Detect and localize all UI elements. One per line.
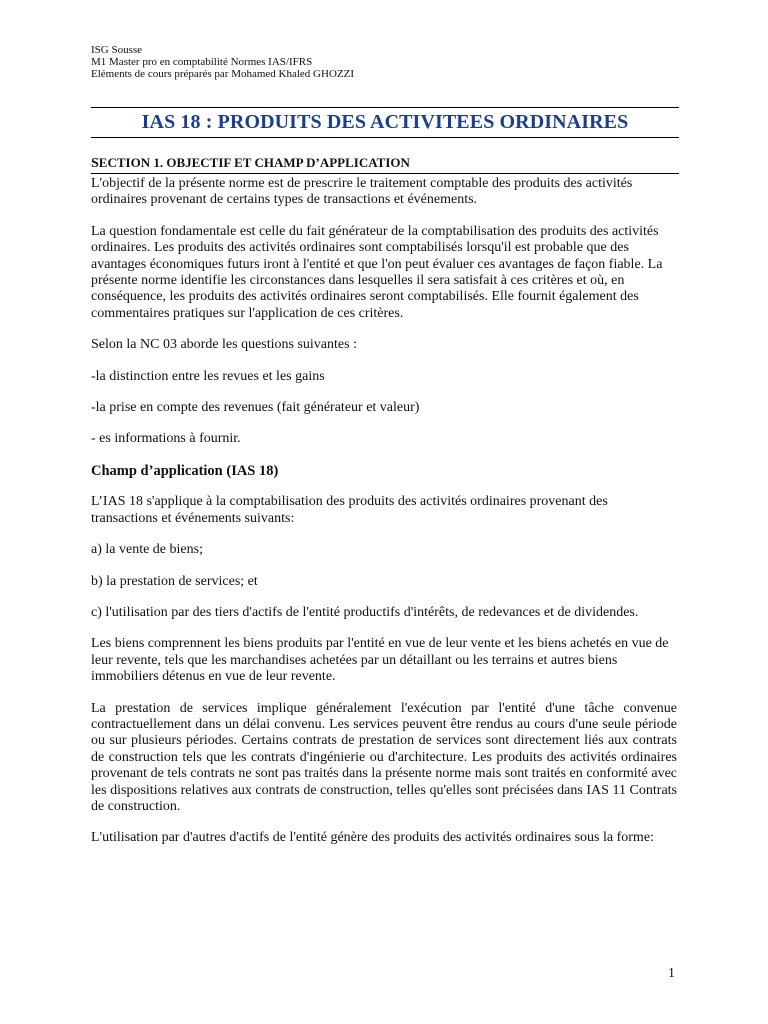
paragraph-nc03-intro: Selon la NC 03 aborde les questions suivantes :	[91, 337, 357, 353]
list-item-b: b) la prestation de services; et	[91, 573, 258, 589]
title-box	[91, 107, 679, 138]
paragraph-services: La prestation de services implique généralement l'exécution par l'entité d'une tâche convenue contractuellement dans un délai convenu. Les services peuvent être rendus au cours d'une seule période ou sur plusieurs périodes. Certains contrats de prestation de services sont directement liés aux contrats de construction tels que les contrats d'ingénierie ou d'architecture. Les produits des activités ordinaires provenant de tels contrats ne sont pas traités dans la présente norme mais sont traités en conformité avec les dispositions relatives aux contrats de construction, telles qu'elles sont précisées dans IAS 11 Contrats de construction.	[91, 700, 677, 814]
paragraph-objective: L'objectif de la présente norme est de prescrire le traitement comptable des produits des activités ordinaires provenant de certains types de transactions et événements.	[91, 176, 633, 208]
page-header	[91, 44, 354, 80]
paragraph-scope-intro: L’IAS 18 s'applique à la comptabilisation des produits des activités ordinaires provenant des transactions et événements suivants:	[91, 494, 608, 526]
header-author: Eléments de cours préparés par Mohamed Khaled GHOZZI	[91, 68, 354, 80]
subheading-scope: Champ d’application (IAS 18)	[91, 462, 279, 479]
list-item-distinction: -la distinction entre les revues et les gains	[91, 368, 325, 384]
list-item-a: a) la vente de biens;	[91, 542, 203, 558]
section-heading	[91, 154, 679, 174]
document-body	[91, 176, 677, 862]
page-title: IAS 18 : PRODUITS DES ACTIVITEES ORDINAIRES	[141, 111, 629, 133]
section-prefix-initial: S	[91, 156, 99, 171]
section-prefix-rest: ECTION 1.	[98, 155, 164, 170]
list-item-c: c) l'utilisation par des tiers d'actifs de l'entité productifs d'intérêts, de redevances et de dividendes.	[91, 604, 639, 620]
paragraph-goods: Les biens comprennent les biens produits par l'entité en vue de leur vente et les biens achetés en vue de leur revente, tels que les marchandises achetées par un détaillant ou les terrains et autres biens immobiliers détenus en vue de leur revente.	[91, 636, 669, 685]
list-item-disclosures: - es informations à fournir.	[91, 431, 241, 447]
header-institution: ISG Sousse	[91, 44, 143, 56]
paragraph-fundamental-question: La question fondamentale est celle du fait générateur de la comptabilisation des produits des activités ordinaires. Les produits des activités ordinaires sont comptabilisés lorsqu'il est probable que des avantages économiques futurs iront à l'entité et que l'on peut évaluer ces avantages de façon fiable. La présente norme identifie les circonstances dans lesquelles il sera satisfait à ces critères et où, en conséquence, les produits des activités ordinaires seront comptabilisés. Elle fournit également des commentaires pratiques sur l'application de ces critères.	[91, 223, 663, 321]
paragraph-use-of-assets: L'utilisation par d'autres d'actifs de l'entité génère des produits des activités ordinaires sous la forme:	[91, 830, 654, 846]
page-number: 1	[668, 966, 675, 981]
header-program: M1 Master pro en comptabilité Normes IAS/IFRS	[91, 56, 313, 68]
section-title: OBJECTIF ET CHAMP D’APPLICATION	[163, 155, 410, 170]
list-item-revenue-recognition: -la prise en compte des revenues (fait générateur et valeur)	[91, 400, 420, 416]
